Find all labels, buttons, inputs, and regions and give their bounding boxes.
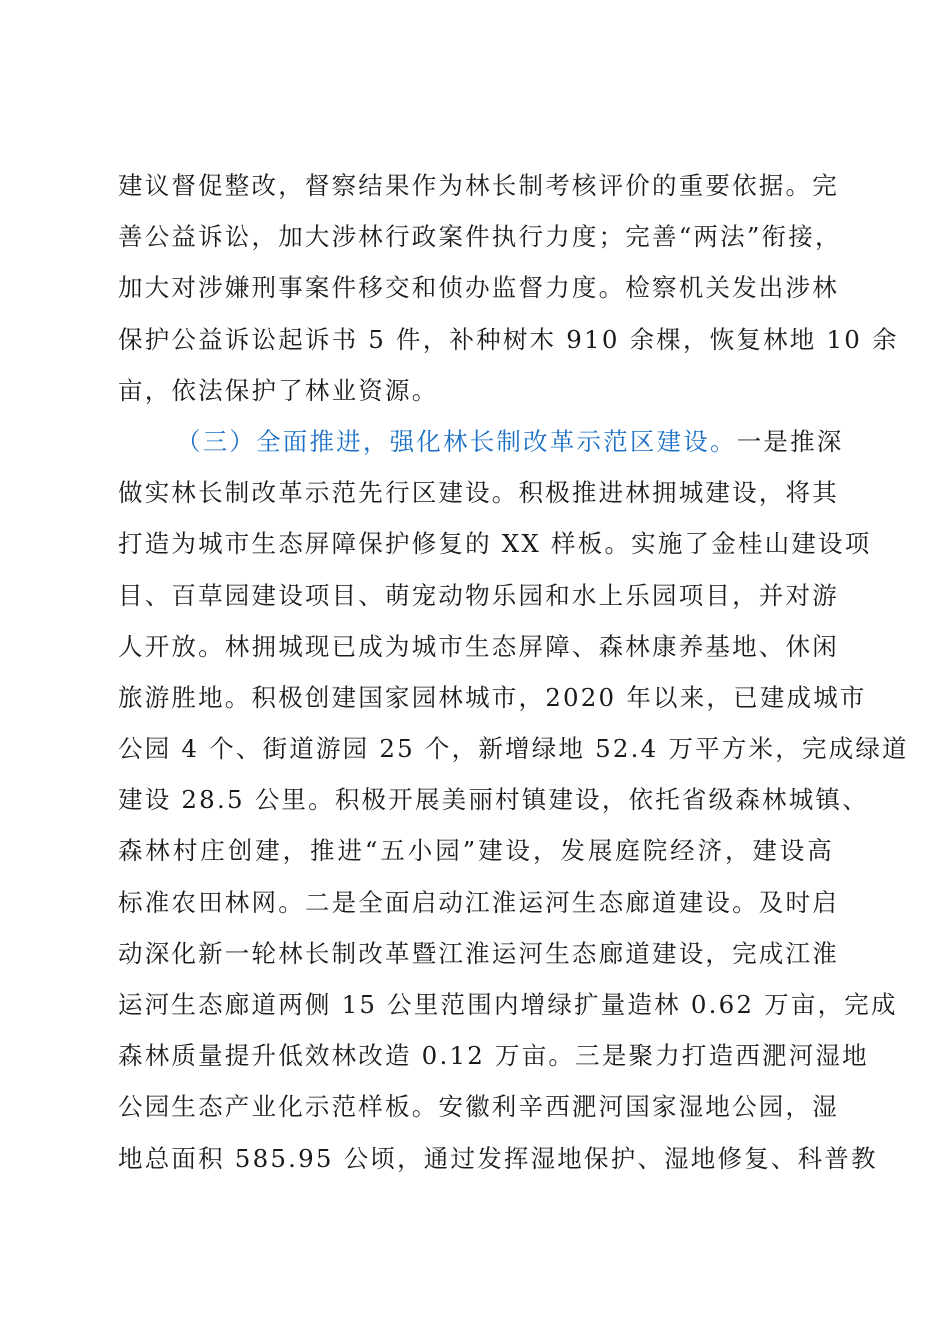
text-line: 旅游胜地。积极创建国家园林城市，2020 年以来，已建成城市: [118, 682, 867, 712]
text-line: 标准农田林网。二是全面启动江淮运河生态廊道建设。及时启: [118, 887, 839, 917]
text-line: 森林村庄创建，推进“五小园”建设，发展庭院经济，建设高: [118, 836, 834, 866]
paragraph-1: [118, 160, 899, 416]
text-line: 森林质量提升低效林改造 0.12 万亩。三是聚力打造西淝河湿地: [118, 1041, 869, 1071]
paragraph-2: [118, 416, 909, 1184]
heading-line: [118, 416, 844, 467]
text-line: 亩，依法保护了林业资源。: [118, 375, 439, 405]
text-line: 做实林长制改革示范先行区建设。积极推进林拥城建设，将其: [118, 478, 839, 508]
text-line: 善公益诉讼，加大涉林行政案件执行力度；完善“两法”衔接，: [118, 222, 842, 252]
text-line: 保护公益诉讼起诉书 5 件，补种树木 910 余棵，恢复林地 10 余: [118, 324, 899, 354]
body-text: [118, 160, 909, 1184]
text-line: 地总面积 585.95 公顷，通过发挥湿地保护、湿地修复、科普教: [118, 1143, 878, 1173]
text-line: 动深化新一轮林长制改革暨江淮运河生态廊道建设，完成江淮: [118, 938, 839, 968]
text-line: 公园生态产业化示范样板。安徽利辛西淝河国家湿地公园，湿: [118, 1092, 839, 1122]
text-line: 公园 4 个、街道游园 25 个，新增绿地 52.4 万平方米，完成绿道: [118, 734, 909, 764]
heading-line-text: 一是推深: [736, 426, 844, 456]
text-line: 运河生态廊道两侧 15 公里范围内增绿扩量造林 0.62 万亩，完成: [118, 990, 898, 1019]
text-line: 人开放。林拥城现已成为城市生态屏障、森林康养基地、休闲: [118, 631, 839, 661]
text-line: 加大对涉嫌刑事案件移交和侦办监督力度。检察机关发出涉林: [118, 273, 839, 303]
text-line: 目、百草园建设项目、萌宠动物乐园和水上乐园项目，并对游: [118, 580, 839, 610]
text-line: 建设 28.5 公里。积极开展美丽村镇建设，依托省级森林城镇、: [118, 785, 869, 815]
text-line: 建议督促整改，督察结果作为林长制考核评价的重要依据。完: [118, 171, 839, 200]
section-heading: （三）全面推进，强化林长制改革示范区建设。: [176, 426, 737, 456]
text-line: 打造为城市生态屏障保护修复的 XX 样板。实施了金桂山建设项: [118, 529, 872, 559]
